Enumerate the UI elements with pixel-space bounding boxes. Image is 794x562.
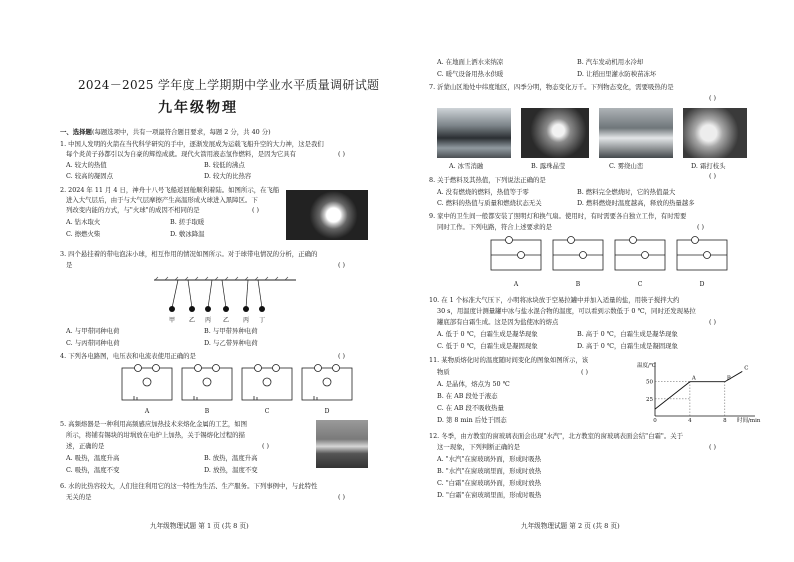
q4-label-b: B [204, 408, 210, 415]
q5-option-b: B. 放热，温度升高 [204, 454, 258, 462]
q11-answer-paren[interactable]: ( ) [581, 368, 589, 376]
q8-line: 8. 关于燃料及其热值，下列说法正确的是 [429, 176, 546, 184]
q9-answer-paren[interactable]: ( ) [697, 223, 705, 231]
q6-option-b: B. 汽车发动机用水冷却 [577, 58, 644, 66]
q1-option-d: D. 较大的比热容 [204, 172, 252, 180]
dew-drops-photo [521, 108, 589, 158]
q10-line1: 10. 在 1 个标准大气压下，小明将冰块放于空易拉罐中并加入适量的盐，用筷子搅拌大约 [429, 296, 680, 304]
q11-option-b: B. 在 AB 段处于液态 [437, 392, 498, 400]
q5-option-a: A. 吸热，温度升高 [66, 454, 120, 462]
q12-line2: 这一现象，下列判断正确的是 [437, 443, 521, 451]
q8-answer-paren[interactable]: ( ) [709, 172, 717, 180]
chart-x-axis-label: 时间/min [737, 418, 761, 424]
q9-label-d: D [699, 281, 705, 288]
q5-answer-paren[interactable]: ( ) [262, 442, 270, 450]
section1-label: 一、选择题 [60, 128, 92, 136]
chart-x-tick-label: 0 [653, 418, 657, 424]
ball-label-5: 丙 [242, 317, 250, 324]
charged-balls-diagram [150, 276, 300, 326]
q2-option-a: A. 钻木取火 [66, 218, 101, 226]
ball-label-2: 乙 [188, 317, 196, 324]
q5-line2: 所示，将铺有锡块的坩埚放在电炉上加热，关于锡熔化过程的描 [66, 431, 245, 439]
q12-option-b: B. "水汽"在窗玻璃里面，形成时放热 [437, 467, 542, 475]
q10-answer-paren[interactable]: ( ) [709, 318, 717, 326]
q2-line2: 进入大气层后，由于与大气层摩擦产生高温形成火球进入黑障区。下 [66, 196, 258, 204]
q7-option-a: A. 冰雪消融 [449, 162, 484, 170]
frost-branch-photo [683, 108, 747, 158]
subject-title: 九年级物理 [158, 100, 238, 116]
chart-x-tick-label: 8 [723, 418, 727, 424]
q6-answer-paren[interactable]: ( ) [338, 493, 346, 501]
q11-option-a: A. 是晶体，熔点为 50 ℃ [437, 380, 510, 388]
chart-point-label: A [691, 375, 696, 382]
q3-line1: 3. 四个悬挂着的带电泡沫小球，相互作用的情况如图所示。对于球带电情况的分析，正确的 [60, 250, 318, 258]
q5-option-d: D. 放热，温度不变 [204, 466, 258, 474]
right-footer: 九年级物理试题 第 2 页 (共 8 页) [521, 522, 620, 530]
q11-option-c: C. 在 AB 段不吸收热量 [437, 404, 504, 412]
q8-option-c: C. 燃料的热值与质量和燃烧状态无关 [437, 199, 542, 207]
q4-answer-paren[interactable]: ( ) [338, 352, 346, 360]
q11-line1: 11. 某物质熔化时的温度随时间变化的图象如图所示，该 [429, 356, 589, 364]
q9-label-a: A [513, 281, 519, 288]
q8-option-a: A. 没有燃烧的燃料，热值等于零 [437, 188, 529, 196]
q3-option-c: C. 与丙带同种电荷 [66, 339, 120, 347]
q11-line2: 物质 [437, 368, 450, 376]
q2-option-b: B. 搓手取暖 [170, 218, 205, 226]
q6-option-a: A. 在地面上洒水来纳凉 [437, 58, 504, 66]
q6-line2: 无关的是 [66, 493, 92, 501]
q4-circuit-diagrams [118, 364, 358, 416]
q7-option-d: D. 霜打枝头 [691, 162, 726, 170]
q1-line1: 1. 中国人发明的火箭在当代科学研究的手中，逐渐发展成为运载飞船升空的大力神，这是我们 [60, 140, 324, 148]
ball-label-4: 乙 [222, 317, 230, 324]
q5-line1: 5. 高频熔器是一种利用高频感应加热技术来熔化金属的工艺，如图 [60, 420, 248, 428]
chart-y-axis-label: 温度/℃ [637, 363, 657, 369]
q3-option-b: B. 与甲带异种电荷 [204, 327, 258, 335]
chart-point-label: C [744, 365, 749, 372]
q1-option-b: B. 较低的沸点 [204, 161, 245, 169]
q3-option-d: D. 与乙带异种电荷 [204, 339, 258, 347]
q9-line2: 同时工作。下列电路，符合上述要求的是 [437, 223, 553, 231]
q10-line3: 罐底部有白霜生成。这是因为盐使冰的熔点 [437, 318, 559, 326]
q12-line1: 12. 冬季，由方教室的窗玻璃表面会出现"水汽"，北方教室的窗玻璃表面会结"白霜"。关于 [429, 432, 684, 440]
q9-label-c: C [637, 281, 643, 288]
ball-label-1: 甲 [168, 317, 176, 324]
q2-line1: 2. 2024 年 11 月 4 日，神舟十八号飞船返回舱顺利着陆。如图所示，在飞船 [60, 186, 280, 194]
q8-option-b: B. 燃料完全燃烧时，它的热值最大 [577, 188, 676, 196]
q4-line: 4. 下列各电路图，电压表和电流表使用正确的是 [60, 352, 196, 360]
melting-curve-chart [633, 360, 763, 426]
q1-option-a: A. 较大的热值 [66, 161, 107, 169]
q4-label-a: A [144, 408, 150, 415]
q2-option-d: D. 敷冰降温 [170, 230, 205, 238]
q10-option-a: A. 低于 0 ℃，白霜生成是凝华现象 [437, 330, 538, 338]
left-footer: 九年级物理试题 第 1 页 (共 8 页) [150, 522, 249, 530]
q4-label-d: D [324, 408, 330, 415]
q5-option-c: C. 吸热，温度不变 [66, 466, 120, 474]
mountain-fog-photo [599, 108, 673, 158]
q1-answer-paren[interactable]: ( ) [338, 150, 346, 158]
q9-line1: 9. 家中的卫生间一般都安装了照明灯和换气扇。使用时，有时需要各自独立工作，有时需要 [429, 212, 687, 220]
q3-line2: 是 [66, 261, 73, 269]
q1-option-c: C. 较高的凝固点 [66, 172, 114, 180]
q2-option-c: C. 擦燃火柴 [66, 230, 101, 238]
ball-label-6: 丁 [258, 317, 266, 324]
q4-label-c: C [264, 408, 270, 415]
chart-y-tick-label: 25 [646, 396, 653, 403]
chart-point-label: B [726, 375, 731, 382]
q10-line2: 30 s，用温度计测量罐中冰与盐水混合物的温度，可以看到示数低于 0 ℃，同时还发现易拉 [437, 307, 696, 315]
furnace-crucible-image [316, 420, 368, 468]
q8-option-d: D. 燃料燃烧时温度越高，释放的热量越多 [577, 199, 695, 207]
q9-circuit-diagrams [487, 236, 737, 292]
q7-line: 7. 沂蒙山区地处中纬度地区，四季分明，物态变化万千。下列物态变化，需要吸热的是 [429, 83, 674, 91]
ice-melting-photo [437, 108, 511, 158]
q12-answer-paren[interactable]: ( ) [709, 443, 717, 451]
q6-option-c: C. 暖气设备用热水供暖 [437, 70, 504, 78]
q3-answer-paren[interactable]: ( ) [338, 261, 346, 269]
q7-option-c: C. 雾绕山峦 [609, 162, 644, 170]
q6-line1: 6. 水的比热容较大，人们往往利用它的这一特性为生活、生产服务。下列事例中，与此特性 [60, 482, 318, 490]
q12-option-c: C. "白霜"在窗玻璃外面，形成时放热 [437, 479, 542, 487]
q1-line2: 每个炎黄子孙都引以为自豪的辉煌成就。现代火箭用液态氢作燃料，是因为它具有 [66, 150, 297, 158]
q7-option-b: B. 露珠晶莹 [531, 162, 566, 170]
q12-option-d: D. "白霜"在窗玻璃里面，形成时吸热 [437, 491, 542, 499]
q6-option-d: D. 让稻田里灌水防秧苗冻坏 [577, 70, 657, 78]
q10-option-d: D. 高于 0 ℃，白霜生成是凝固现象 [577, 342, 678, 350]
q7-answer-paren[interactable]: ( ) [709, 94, 717, 102]
exam-title: 2024－2025 学年度上学期期中学业水平质量调研试题 [78, 78, 380, 92]
chart-y-tick-label: 50 [646, 379, 653, 386]
q3-option-a: A. 与甲带同种电荷 [66, 327, 120, 335]
q11-option-d: D. 第 8 min 后处于固态 [437, 416, 507, 424]
ball-label-3: 丙 [204, 317, 212, 324]
fireball-capsule-image [286, 190, 368, 240]
q10-option-c: C. 低于 0 ℃，白霜生成是凝固现象 [437, 342, 538, 350]
q2-line3: 列改变内能的方式，与"火球"的成因不相同的是 [66, 206, 200, 214]
q9-label-b: B [575, 281, 581, 288]
q5-line3: 述，正确的是 [66, 442, 105, 450]
q2-answer-paren[interactable]: ( ) [252, 206, 260, 214]
q12-option-a: A. "水汽"在窗玻璃外面，形成时吸热 [437, 455, 542, 463]
section1-note: (每题选项中，共有一项最符合题目要求，每题 2 分，共 40 分) [91, 128, 271, 136]
chart-x-tick-label: 4 [688, 418, 692, 424]
q10-option-b: B. 高于 0 ℃，白霜生成是凝华现象 [577, 330, 678, 338]
section1-heading [60, 128, 271, 136]
right-page [397, 0, 794, 562]
